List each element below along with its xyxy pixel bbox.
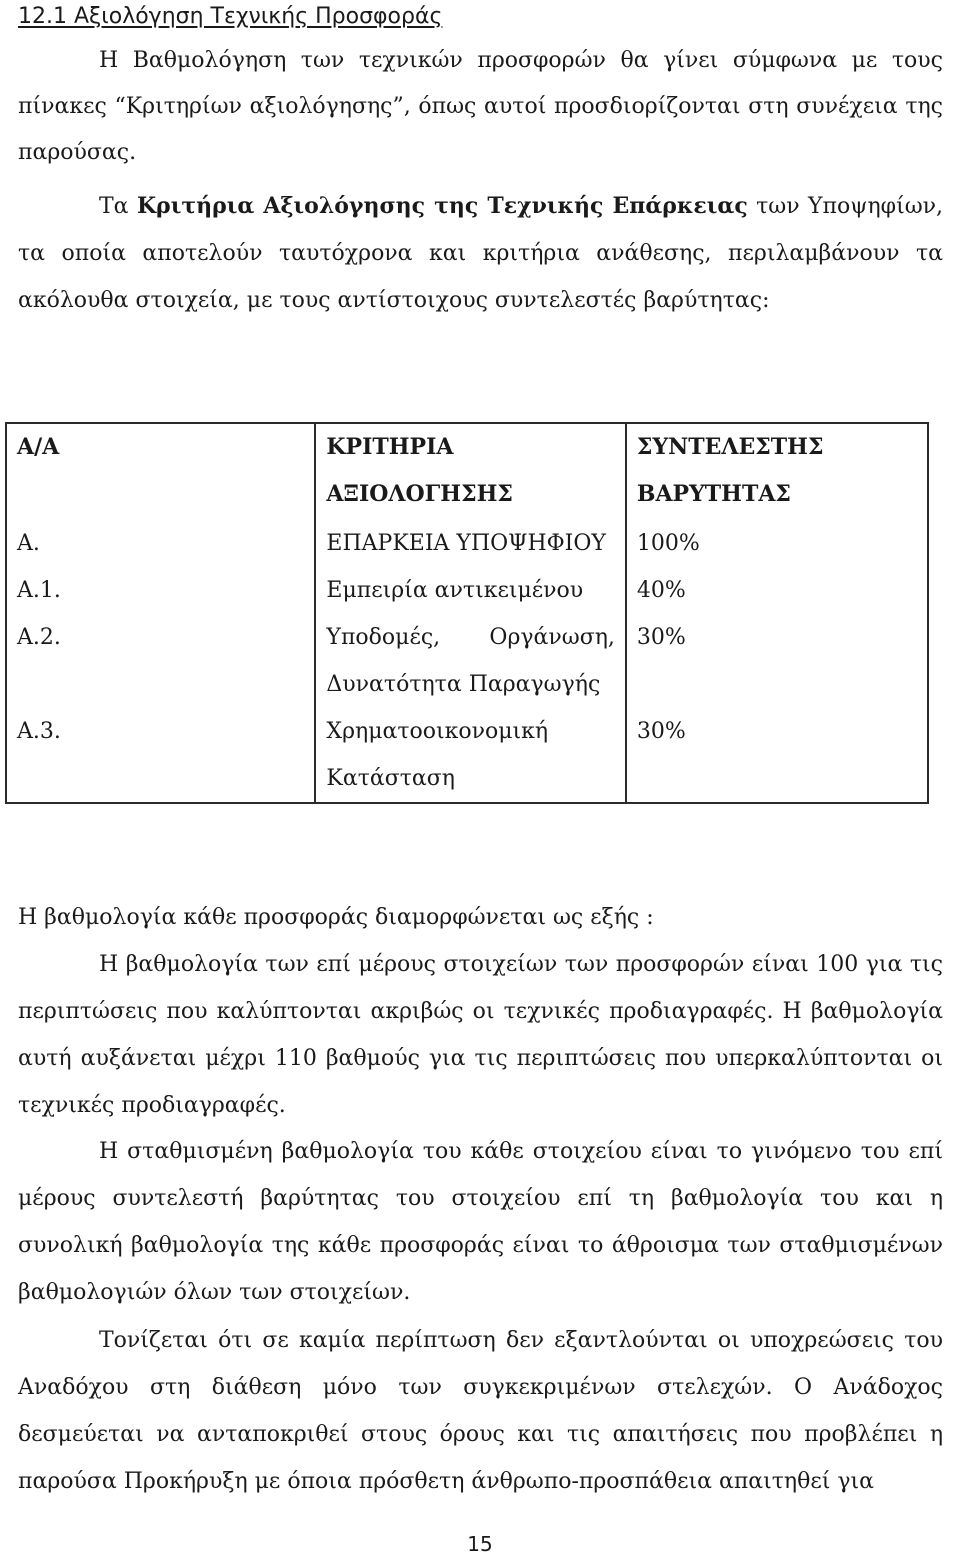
intro-p2-lead: Τα [99,194,137,219]
row-criterion: Χρηματοοικονομική Κατάσταση [315,708,625,803]
intro-p2-bold: Κριτήρια Αξιολόγησης της Τεχνικής Επάρκειας [136,193,748,219]
row-aa: Α.3. [6,708,315,803]
row-weight: 100% [626,520,928,567]
row-criterion: ΕΠΑΡΚΕΙΑ ΥΠΟΨΗΦΙΟΥ [315,520,625,567]
row-weight: 40% [626,567,928,614]
intro-p2-tail: των Υποψηφίων, τα οποία αποτελούν ταυτόχρονα και κριτήρια ανάθεσης, περιλαμβάνουν τα ακόλουθα στοιχεία, με τους αντίστοιχους συντελεστές βαρύτητας: [18,194,943,313]
scoring-paragraph-1: Η βαθμολογία των επί μέρους στοιχείων των προσφορών είναι 100 για τις περιπτώσεις που καλύπτονται ακριβώς οι τεχνικές προδιαγραφές. Η βαθμολογία αυτή αυξάνεται μέχρι 110 βαθμούς για τις περιπτώσεις που υπερκαλύπτονται οι τεχνικές προδιαγραφές. [18,952,943,1118]
row-weight: 30% [626,708,928,803]
row-weight: 30% [626,614,928,708]
section-heading: 12.1 Αξιολόγηση Τεχνικής Προσφοράς [18,4,443,29]
table-row [6,708,928,803]
header-criteria: ΚΡΙΤΗΡΙΑ ΑΞΙΟΛΟΓΗΣΗΣ [315,423,625,520]
scoring-intro: Η βαθμολογία κάθε προσφοράς διαμορφώνεται ως εξής : [18,905,654,930]
row-criterion: Εμπειρία αντικειμένου [315,567,625,614]
table-header-row [6,423,928,520]
header-weight: ΣΥΝΤΕΛΕΣΤΗΣ ΒΑΡΥΤΗΤΑΣ [626,423,928,520]
intro-paragraph-2 [18,183,943,324]
header-aa: Α/Α [6,423,315,520]
table-row [6,520,928,567]
row-aa: Α.1. [6,567,315,614]
row-criterion: Υποδομές, Οργάνωση, Δυνατότητα Παραγωγής [315,614,625,708]
scoring-paragraph-3: Τονίζεται ότι σε καμία περίπτωση δεν εξαντλούνται οι υποχρεώσεις του Αναδόχου στη διάθεση μόνο των συγκεκριμένων στελεχών. Ο Ανάδοχος δεσμεύεται να ανταποκριθεί στους όρους και τις απαιτήσεις που προβλέπει η παρούσα Προκήρυξη με όποια πρόσθετη άνθρωπο-προσπάθεια απαιτηθεί για [18,1328,943,1494]
row-aa: Α.2. [6,614,315,708]
criteria-table [5,422,929,804]
intro-paragraph-1: Η Βαθμολόγηση των τεχνικών προσφορών θα γίνει σύμφωνα με τους πίνακες “Κριτηρίων αξιολόγησης”, όπως αυτοί προσδιορίζονται στη συνέχεια της παρούσας. [18,48,943,165]
scoring-paragraph-2: Η σταθμισμένη βαθμολογία του κάθε στοιχείου είναι το γινόμενο του επί μέρους συντελεστή βαρύτητας του στοιχείου επί τη βαθμολογία του και η συνολική βαθμολογία της κάθε προσφοράς είναι το άθροισμα των σταθμισμένων βαθμολογιών όλων των στοιχείων. [18,1139,943,1305]
table-row [6,614,928,708]
row-aa: Α. [6,520,315,567]
table-row [6,567,928,614]
page-number: 15 [467,1532,493,1556]
